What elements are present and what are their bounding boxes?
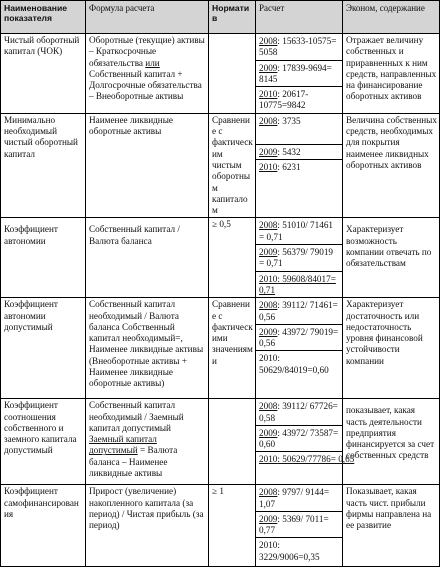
norm-cell: Сравнение с фактическим чистым оборотным капиталом <box>209 113 256 218</box>
table-row <box>1 34 440 114</box>
calc-entry: 2009: 43972/ 73587= 0,60 <box>256 426 342 453</box>
calc-entry: 2010: 50629/84019=0,60 <box>259 353 329 375</box>
calc-entry: 2008: 9797/ 9144= 1,07 <box>256 485 342 512</box>
economic-meaning: Отражает величину собственных и приравненных к ним средств, направленных на финансирование оборотных активов <box>343 34 440 114</box>
economic-meaning: Характеризует возможность компании отвечать по обязательствам <box>343 218 440 298</box>
indicator-name: Чистый оборотный капитал (ЧОК) <box>1 34 86 114</box>
calc-entry: 2008: 39112/ 71461= 0,56 <box>256 298 342 325</box>
header-indicator-name: Наименование показателя <box>1 1 86 34</box>
norm-cell: ≥ 0,5 <box>209 218 256 298</box>
table-row <box>1 485 440 567</box>
table-row <box>1 113 440 218</box>
economic-meaning: Показывает, какая часть чист. прибыли фирмы направлена на ее развитие <box>343 485 440 567</box>
economic-meaning: Характеризует достаточность или недостаточность уровня финансовой устойчивости компании <box>343 298 440 399</box>
header-economic-meaning: Эконом, содержание <box>343 1 440 34</box>
formula-part: Оборотные (текущие) активы – Краткосрочные обязательства <box>89 35 205 68</box>
economic-meaning: Величина собственных средств, необходимых для покрытия наименее ликвидных оборотных активов <box>343 113 440 218</box>
calc-entry: 2010: 50629/77786= 0,65 <box>259 454 355 465</box>
formula-cell: Собственный капитал необходимый / Валюта баланса Собственный капитал необходимый=, Наименее ликвидные активы (Внеоборотные активы + Наименее ликвидные оборотные активы) <box>86 298 209 399</box>
calc-entry: 2008: 51010/ 71461 = 0,71 <box>256 218 342 245</box>
indicator-name: Коэффициент автономии <box>1 218 86 298</box>
table-header-row <box>1 1 440 34</box>
calc-entry: 2009: 17839-9694= 8145 <box>256 61 342 88</box>
table-row <box>1 298 440 399</box>
calc-entry: 2009: 5432 <box>256 145 342 160</box>
calc-cell <box>256 218 343 298</box>
table-row <box>1 399 440 485</box>
calc-cell <box>256 298 343 399</box>
formula-cell: Прирост (увеличение) накопленного капитала (за период) / Чистая прибыль (за период) <box>86 485 209 567</box>
norm-cell: Сравнение с фактическими значениями <box>209 298 256 399</box>
table-row <box>1 218 440 298</box>
calc-entry: 2010: 3229/9006=0,35 <box>259 540 320 562</box>
calc-entry: 2010: 59608/84017= 0,71 <box>259 273 336 295</box>
formula-cell <box>86 399 209 485</box>
norm-cell <box>209 34 256 114</box>
indicator-name: Минимально необходимый чистый оборотный капитал <box>1 113 86 218</box>
calc-entry: 2009: 43972/ 79019= 0,56 <box>256 325 342 352</box>
formula-cell: Собственный капитал / Валюта баланса <box>86 218 209 298</box>
norm-cell <box>209 399 256 485</box>
formula-part: = Валюта баланса – Наименее ликвидные активы <box>89 445 178 479</box>
calc-entry: 2009: 56379/ 79019 = 0,71 <box>256 245 342 272</box>
calc-entry: 2009: 5369/ 7011= 0,77 <box>256 512 342 539</box>
calc-entry: 2008: 39112/ 67726= 0,58 <box>256 399 342 426</box>
calc-entry: 2010: 20617-10775=9842 <box>259 89 309 111</box>
calc-cell <box>256 34 343 114</box>
calc-entry: 2008: 15633-10575= 5058 <box>256 34 342 61</box>
formula-cell: Наименее ликвидные оборотные активы <box>86 113 209 218</box>
header-calculation: Расчет <box>256 1 343 34</box>
formula-cell <box>86 34 209 114</box>
formula-part-underlined: Заемный капитал допустимый <box>89 434 157 456</box>
calc-entry: 2010: 6231 <box>259 161 301 172</box>
indicator-name: Коэффициент соотношения собственного и заемного капитала допустимый <box>1 399 86 485</box>
calc-entry: 2008: 3735 <box>256 114 342 145</box>
calc-cell <box>256 113 343 218</box>
indicator-name: Коэффициент самофинансирования <box>1 485 86 567</box>
indicator-name: Коэффициент автономии допустимый <box>1 298 86 399</box>
header-norm: Норматив <box>209 1 256 34</box>
norm-cell: ≥ 1 <box>209 485 256 567</box>
header-formula: Формула расчета <box>86 1 209 34</box>
formula-part: Собственный капитал + Долгосрочные обязательства – Внеоборотные активы <box>89 68 202 102</box>
formula-part-underlined: или <box>145 57 160 68</box>
calc-cell <box>256 485 343 567</box>
calc-cell <box>256 399 355 485</box>
economic-meaning: показывает, какая часть деятельности предприятия финансируется за счет собственных средств <box>343 399 440 485</box>
formula-part: Собственный капитал необходимый / Заемный капитал допустимый <box>89 400 187 433</box>
